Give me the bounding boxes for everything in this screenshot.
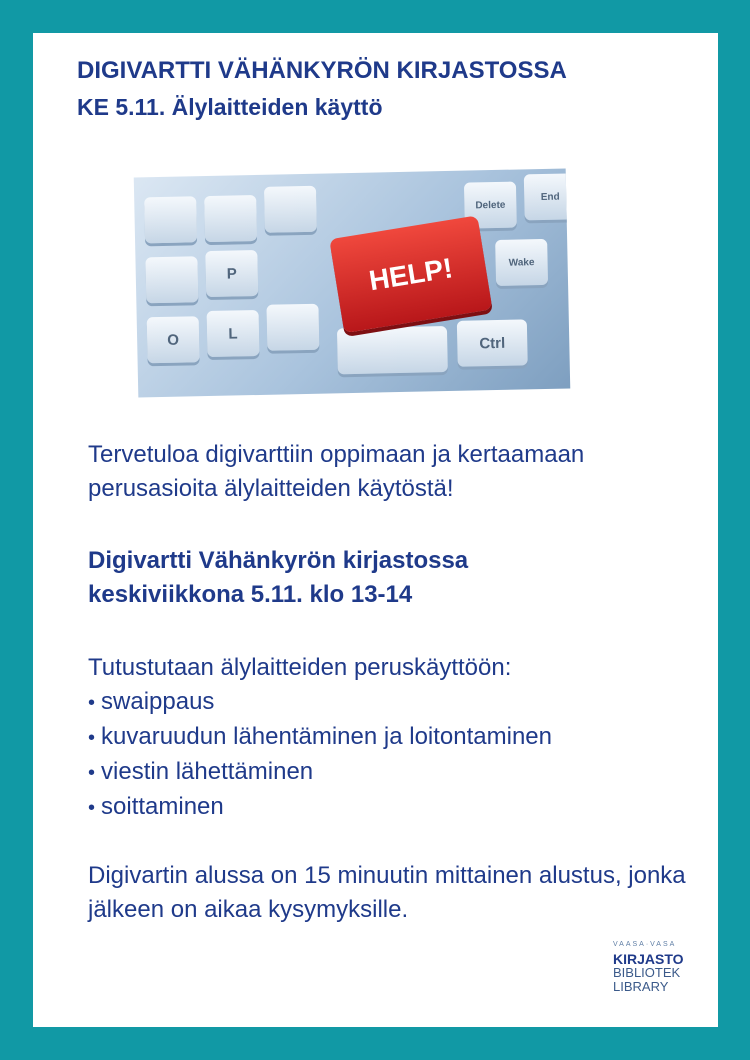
keyboard-key bbox=[204, 195, 257, 242]
logo-bibliotek: BIBLIOTEK bbox=[613, 965, 681, 980]
keyboard-key: Delete bbox=[464, 182, 517, 229]
library-logo bbox=[613, 938, 684, 994]
event-details bbox=[88, 544, 688, 612]
logo-library: LIBRARY bbox=[613, 979, 669, 994]
keyboard-key: O bbox=[147, 316, 200, 363]
poster-card bbox=[33, 33, 718, 1027]
keyboard-key bbox=[266, 304, 319, 351]
keyboard-key: Wake bbox=[495, 239, 548, 286]
keyboard-key bbox=[264, 186, 317, 233]
keyboard-key: L bbox=[207, 310, 260, 357]
keyboard-key bbox=[145, 256, 198, 303]
list-item: • viestin lähettäminen bbox=[88, 755, 552, 790]
list-item: • swaippaus bbox=[88, 685, 552, 720]
intro-text: Tervetuloa digivarttiin oppimaan ja kertaamaan perusasioita älylaitteiden käytöstä! bbox=[88, 441, 585, 502]
keyboard-help-image bbox=[134, 169, 571, 398]
topics-list bbox=[88, 685, 552, 825]
keyboard-key: End bbox=[524, 173, 570, 220]
keyboard-key bbox=[144, 196, 197, 243]
poster-subtitle: KE 5.11. Älylaitteiden käyttö bbox=[77, 94, 383, 120]
topics-heading: Tutustutaan älylaitteiden peruskäyttöön: bbox=[88, 654, 512, 681]
logo-kirjasto: KIRJASTO bbox=[613, 951, 684, 967]
closing-text: Digivartin alussa on 15 minuutin mittainen alustus, jonka jälkeen on aikaa kysymyksille. bbox=[88, 862, 686, 923]
help-key: HELP! bbox=[329, 215, 492, 333]
keyboard-key bbox=[337, 326, 448, 374]
keyboard-key: P bbox=[205, 250, 258, 297]
poster-title: DIGIVARTTI VÄHÄNKYRÖN KIRJASTOSSA bbox=[77, 57, 567, 84]
list-item: • soittaminen bbox=[88, 790, 552, 825]
event-time: keskiviikkona 5.11. klo 13-14 bbox=[88, 581, 413, 608]
list-item: • kuvaruudun lähentäminen ja loitontaminen bbox=[88, 720, 552, 755]
logo-top-text: VAASA·VASA bbox=[613, 941, 677, 948]
event-location: Digivartti Vähänkyrön kirjastossa bbox=[88, 547, 469, 574]
keyboard-key: Ctrl bbox=[457, 319, 528, 366]
